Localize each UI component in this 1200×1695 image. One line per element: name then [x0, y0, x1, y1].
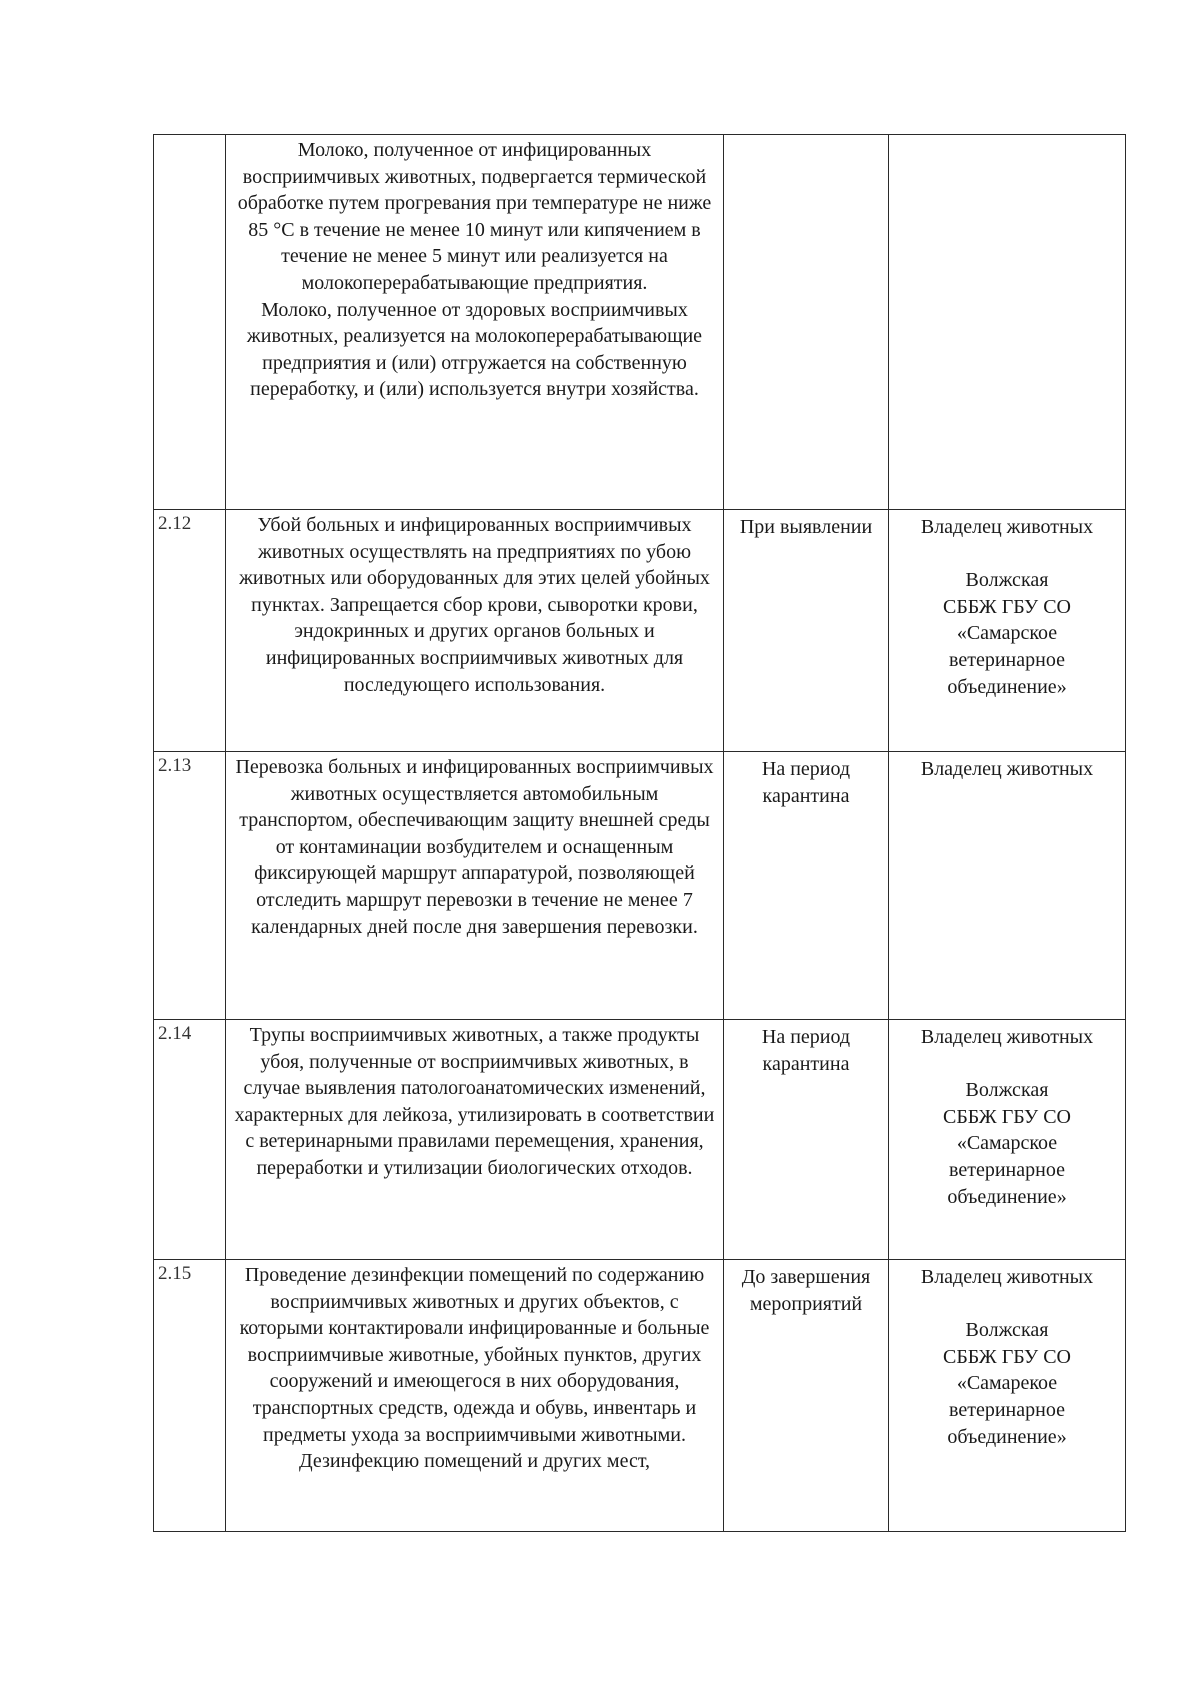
responsible-org-line: ветеринарное: [949, 1398, 1065, 1421]
responsible-cell: [889, 135, 1126, 510]
row-number: 2.14: [154, 1020, 226, 1260]
responsible-org-line: Волжская: [965, 1319, 1049, 1342]
responsible-cell: [889, 1260, 1126, 1532]
term-cell: До завершения мероприятий: [724, 1260, 889, 1532]
responsible-org-line: Волжская: [965, 569, 1049, 592]
measure-text: [226, 752, 724, 1020]
table-row: [154, 510, 1126, 752]
spacer: [889, 1291, 1125, 1318]
responsible-owner: Владелец животных: [920, 758, 1094, 780]
responsible-org-line: Волжская: [965, 1079, 1049, 1102]
responsible-org-line: «Самарское: [956, 622, 1058, 645]
table-row: [154, 752, 1126, 1020]
term-cell: На период карантина: [724, 752, 889, 1020]
row-number: [154, 135, 226, 510]
measure-text: [226, 1020, 724, 1260]
responsible-cell: [889, 510, 1126, 752]
measure-paragraph: Молоко, полученное от здоровых восприимчивых животных, реализуется на молокоперерабатывающие предприятия и (или) отгружается на собственную переработку, и (или) используется внутри хозяйства.: [246, 298, 703, 401]
table-row: [154, 1020, 1126, 1260]
responsible-owner: Владелец животных: [920, 1266, 1094, 1288]
responsible-org-line: ветеринарное: [949, 648, 1065, 671]
measure-text: [226, 135, 724, 510]
responsible-org-line: СББЖ ГБУ СО: [942, 595, 1072, 618]
responsible-cell: [889, 752, 1126, 1020]
measure-paragraph: Перевозка больных и инфицированных восприимчивых животных осуществляется автомобильным транспортом, обеспечивающим защиту внешней среды от контаминации возбудителем и оснащенным фиксирующей маршрут аппаратурой, позволяющей отследить маршрут перевозки в течение не менее 7 календарных дней после дня завершения перевозки.: [235, 756, 714, 938]
responsible-org-line: ветеринарное: [949, 1158, 1065, 1181]
term-cell: На период карантина: [724, 1020, 889, 1260]
measure-paragraph: Проведение дезинфекции помещений по содержанию восприимчивых животных и других объектов, с которыми контактировали инфицированные и больные восприимчивые животные, убойных пунктов, других сооружений и имеющегося в них оборудования, транспортных средств, одежда и обувь, инвентарь и предметы ухода за восприимчивыми животными.: [239, 1264, 710, 1446]
spacer: [889, 541, 1125, 568]
responsible-org-line: объединение»: [947, 675, 1067, 698]
responsible-owner: Владелец животных: [920, 516, 1094, 538]
measure-paragraph: Трупы восприимчивых животных, а также продукты убоя, полученные от восприимчивых животных, в случае выявления патологоанатомических изменений, характерных для лейкоза, утилизировать в соответствии с ветеринарными правилами перемещения, хранения, переработки и утилизации биологических отходов.: [234, 1024, 715, 1179]
table-row: [154, 1260, 1126, 1532]
responsible-owner: Владелец животных: [920, 1026, 1094, 1048]
responsible-cell: [889, 1020, 1126, 1260]
measure-text: [226, 510, 724, 752]
row-number: 2.15: [154, 1260, 226, 1532]
row-number: 2.12: [154, 510, 226, 752]
measure-paragraph: Молоко, полученное от инфицированных восприимчивых животных, подвергается термической обработке путем прогревания при температуре не ниже 85 °С в течение не менее 10 минут или кипячением в течение не менее 5 минут или реализуется на молокоперерабатывающие предприятия.: [237, 139, 712, 294]
responsible-org-line: «Самарекое: [956, 1372, 1058, 1395]
term-cell: При выявлении: [724, 510, 889, 752]
measure-paragraph: Дезинфекцию помещений и других мест,: [298, 1450, 651, 1473]
measure-text: [226, 1260, 724, 1532]
responsible-org-line: СББЖ ГБУ СО: [942, 1105, 1072, 1128]
responsible-org-line: объединение»: [947, 1185, 1067, 1208]
table-row: [154, 135, 1126, 510]
responsible-org-line: объединение»: [947, 1425, 1067, 1448]
responsible-org-line: «Самарское: [956, 1132, 1058, 1155]
measures-table: [153, 134, 1126, 1532]
responsible-org-line: СББЖ ГБУ СО: [942, 1345, 1072, 1368]
row-number: 2.13: [154, 752, 226, 1020]
term-cell: [724, 135, 889, 510]
spacer: [889, 1051, 1125, 1078]
measure-paragraph: Убой больных и инфицированных восприимчивых животных осуществлять на предприятиях по убою животных или оборудованных для этих целей убойных пунктах. Запрещается сбор крови, сыворотки крови, эндокринных и других органов больных и инфицированных восприимчивых животных для последующего использования.: [239, 514, 710, 696]
